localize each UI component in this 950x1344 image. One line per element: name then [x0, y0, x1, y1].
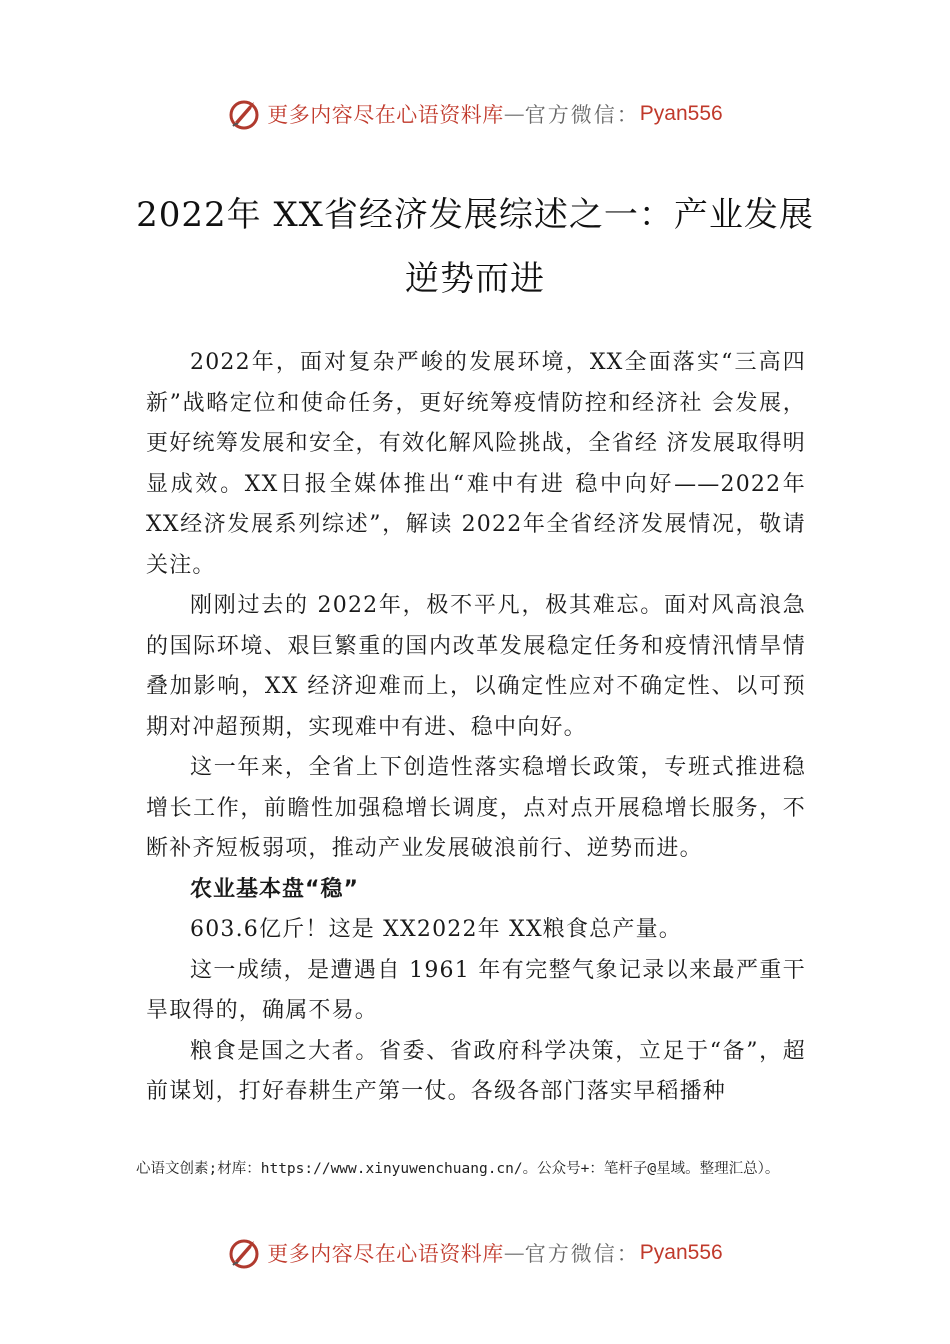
footer-banner [0, 1233, 950, 1273]
paragraph: 这一成绩，是遭遇自 1961 年有完整气象记录以来最严重干旱取得的，确属不易。 [146, 957, 806, 1023]
paragraph: 2022年，面对复杂严峻的发展环境，XX全面落实“三高四新”战略定位和使命任务，更好统筹疫情防控和经济社 会发展，更好统筹发展和安全，有效化解风险挑战，全省经 济发展取得明显成效。XX日报全媒体推出“难中有进 稳中向好——2022年 XX经济发展系列综述”，解读 2022年全省经济发展情况，敬请关注。 [146, 350, 806, 578]
footer-note: 心语文创素;材库：https://www.xinyuwenchuang.cn/。公众号+：笔杆子@星域。整理汇总）。 [136, 1161, 780, 1177]
paragraph: 粮食是国之大者。省委、省政府科学决策，立足于“备”，超前谋划，打好春耕生产第一仗。各级各部门落实早稻播种 [146, 1038, 806, 1104]
banner-dash: — [503, 1241, 525, 1265]
banner-wechat-id: Pyan556 [639, 1241, 723, 1264]
banner-wechat-id: Pyan556 [639, 102, 723, 125]
paragraph: 603.6亿斤！这是 XX2022年 XX粮食总产量。 [190, 917, 683, 942]
banner-wechat-label: 官方微信： [524, 103, 640, 127]
document-title: 2022年 XX省经济发展综述之一：产业发展逆势而进 [136, 195, 814, 299]
paragraph: 这一年来，全省上下创造性落实稳增长政策，专班式推进稳增长工作，前瞻性加强稳增长调度，点对点开展稳增长服务，不断补齐短板弱项，推动产业发展破浪前行、逆势而进。 [146, 755, 806, 861]
brush-logo-icon [227, 96, 263, 132]
section-heading: 农业基本盘“稳” [190, 876, 359, 902]
brush-logo-icon [227, 1235, 263, 1271]
banner-text: 更多内容尽在心语资料库 [267, 1242, 504, 1266]
paragraph: 刚刚过去的 2022年，极不平凡，极其难忘。面对风高浪急的国际环境、艰巨繁重的国内改革发展稳定任务和疫情汛情旱情叠加影响，XX 经济迎难而上，以确定性应对不确定性、以可预期对冲超预期，实现难中有进、稳中向好。 [146, 593, 806, 740]
banner-wechat-label: 官方微信： [524, 1242, 640, 1266]
document-body [146, 343, 806, 1113]
header-banner [0, 94, 950, 134]
banner-dash: — [503, 102, 525, 126]
banner-text: 更多内容尽在心语资料库 [267, 103, 504, 127]
